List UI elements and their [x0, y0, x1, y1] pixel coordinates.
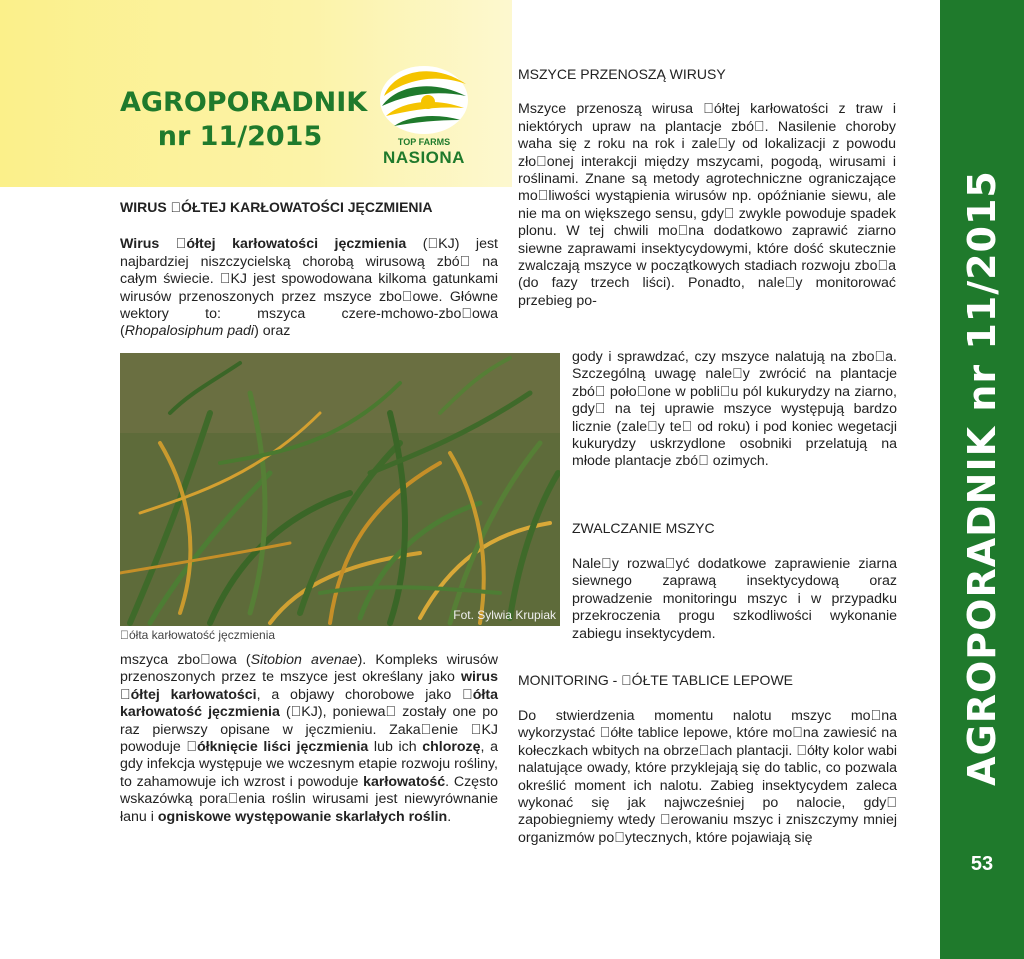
page-title [120, 86, 368, 154]
top-farms-logo [378, 62, 470, 174]
paragraph-text: , a gdy infekcja występuje we wczesnym etapie rozwoju rośliny, to zahamowuje ich wzrost i powoduje [120, 739, 498, 790]
logo-nasiona-text: NASIONA [383, 148, 465, 167]
title-line-2: nr 11/2015 [157, 121, 323, 152]
paragraph-aphids-continued: gody i sprawdzać, czy mszyce nalatują na zbo a. Szczególną uwagę nale y zwrócić na plantacje zbó  poło one w pobli u pól kukurydzy na ziarno, gdy  na tej uprawie mszyce występują bardzo licznie (zale y te  od roku) i pod koniec wegetacji kukurydzy uskrzydlone osobniki przelatują na młode plantacje zbó  ozimych. [572, 349, 897, 470]
section-heading-monitoring: MONITORING -  ÓŁTE TABLICE LEPOWE [518, 672, 793, 688]
paragraph-text: ( KJ), poniewa  zostały one po raz pierwszy opisane w jęczmieniu. Zaka enie  KJ powoduje [120, 704, 498, 756]
paragraph-text: lub ich [368, 739, 423, 756]
photo-caption:  ółta karłowatość jęczmienia [120, 628, 276, 642]
bold-term: karłowatość [363, 773, 446, 790]
section-heading-aphids: MSZYCE PRZENOSZĄ WIRUSY [518, 66, 726, 82]
section-heading-virus: WIRUS  ÓŁTEJ KARŁOWATOŚCI JĘCZMIENIA [120, 199, 433, 215]
section-heading-control: ZWALCZANIE MSZYC [572, 520, 715, 536]
logo-top-farms-text: TOP FARMS [397, 137, 451, 147]
logo-emblem-icon [378, 62, 470, 138]
bold-term: chlorozę [422, 739, 481, 756]
left-column-top [120, 199, 498, 341]
page-number: 53 [970, 853, 994, 875]
paragraph-text: ). Kompleks wirusów przenoszonych przez te mszyce jest określany jako [120, 652, 499, 686]
paragraph-text: ) oraz [254, 323, 291, 340]
paragraph-complex [120, 652, 498, 826]
title-line-1: AGROPORADNIK [120, 87, 368, 118]
bold-term:  ółta karłowatość jęczmienia [120, 686, 498, 721]
paragraph-text: , a objawy chorobowe jako [256, 686, 463, 703]
left-column-bottom [120, 652, 498, 826]
photo-credit: Fot. Sylwia Krupiak [453, 608, 556, 622]
barley-photo [120, 353, 560, 626]
paragraph-control: Nale y rozwa yć dodatkowe zaprawienie ziarna siewnego zaprawą insektycydową oraz prowadzenie monitoringu mszyc i w przypadku przekroczenia progu szkodliwości wykonanie zabiegu insektycydem. [572, 556, 897, 642]
bold-term:  ółknięcie liści jęczmienia [186, 739, 369, 756]
paragraph-text: . [447, 808, 452, 825]
right-column-top [518, 66, 896, 310]
vertical-title: AGROPORADNIK nr 11/2015 [960, 170, 1004, 786]
italic-species: Sitobion avenae [250, 652, 358, 668]
bold-term: ogniskowe występowanie skarlałych roślin [157, 808, 448, 825]
paragraph-text: . Często wskazówką pora enia roślin wirusami jest niewyrównanie łanu i [120, 773, 498, 825]
italic-species: Rhopalosiphum padi [124, 323, 255, 340]
paragraph-text: mszyca zbo owa ( [120, 652, 251, 668]
paragraph-intro [120, 236, 498, 340]
paragraph-text: ( KJ) jest najbardziej niszczycielską chorobą wirusową zbó  na całym świecie.  KJ jest spowodowana kilkoma gatunkami wirusów przenoszonych przez mszyce zbo owe. Główne wektory to: mszyca czere-mchowo-zbo owa ( [120, 236, 498, 340]
paragraph-aphids: Mszyce przenoszą wirusa  ółtej karłowatości z traw i niektórych upraw na plantacje zbó . Nasilenie choroby waha się z roku na rok i zale y od lokalizacji z powodu zło onej interakcji między mszycami, pogodą, wirusami i roślinami. Znane są metody agrotechniczne ograniczające mo liwości wystąpienia wirusów np. opóźnianie siewu, ale nie ma on większego sensu, gdy  zwykle powoduje spadek plonu. W tej chwili mo na dodatkowo zaprawić ziarno siewne zaprawami insektycydowymi, które dość skutecznie zwalczają mszyce w początkowych stadiach rozwoju zbo a (do fazy trzech liści). Ponadto, nale y monitorować przebieg po- [518, 101, 896, 309]
paragraph-monitoring: Do stwierdzenia momentu nalotu mszyc mo na wykorzystać  ółte tablice lepowe, które mo na zawiesić na kołeczkach wbitych na obrze ach plantacji.  ółty kolor wabi nalatujące owady, które przyklejają się do tablic, co pozwala określić moment ich nalotu. Zabieg insektycydem zaleca wykonać się jak najwcześniej po nalocie, gdy  zapobiegniemy wtedy  erowaniu mszyc i zniszczymy mniej organizmów po ytecznych, które pojawiają się [518, 708, 897, 846]
bold-term: Wirus  ółtej karłowatości jęczmienia [120, 236, 407, 253]
barley-field-image [120, 353, 560, 626]
bold-term: wirus  ółtej karłowatości [120, 669, 498, 703]
